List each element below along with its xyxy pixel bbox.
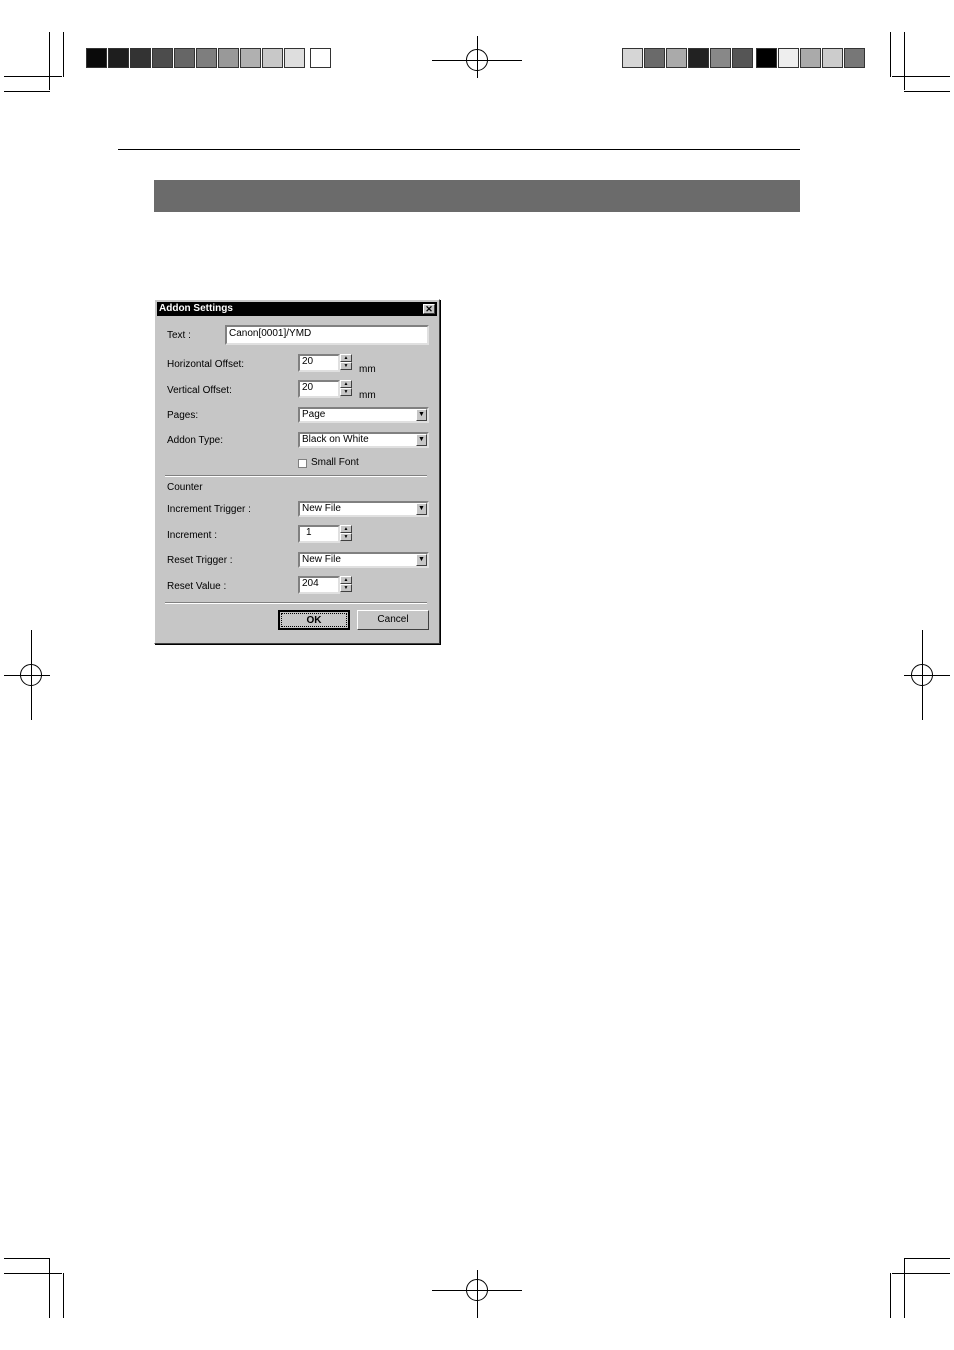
addon-type-label: Addon Type:	[167, 435, 223, 446]
crop-mark	[49, 1258, 50, 1318]
increment-spinner[interactable]	[340, 525, 352, 541]
ok-button[interactable]: OK	[278, 610, 350, 630]
crop-mark	[890, 32, 891, 77]
spin-up-icon[interactable]: ▲	[340, 525, 352, 533]
crop-mark	[904, 91, 950, 92]
vertical-offset-spinner[interactable]	[340, 380, 352, 396]
counter-heading: Counter	[167, 482, 203, 493]
horizontal-offset-unit: mm	[359, 364, 376, 375]
section-title-bar	[154, 180, 800, 212]
increment-trigger-label: Increment Trigger :	[167, 504, 251, 515]
reset-value-input[interactable]: 204	[298, 576, 340, 594]
cancel-button[interactable]: Cancel	[357, 610, 429, 630]
horizontal-offset-label: Horizontal Offset:	[167, 359, 245, 370]
dropdown-arrow-icon[interactable]: ▼	[416, 503, 427, 515]
addon-type-select-value: Black on White	[302, 434, 369, 445]
horizontal-offset-input[interactable]: 20	[298, 354, 340, 372]
pages-select-value: Page	[302, 409, 326, 420]
reset-trigger-label: Reset Trigger :	[167, 555, 233, 566]
increment-input[interactable]: 1	[298, 525, 340, 543]
pages-select[interactable]	[298, 407, 429, 423]
vertical-offset-label: Vertical Offset:	[167, 385, 232, 396]
small-font-label[interactable]: Small Font	[311, 457, 359, 468]
spin-up-icon[interactable]: ▲	[340, 380, 352, 388]
crop-mark	[890, 1273, 891, 1318]
crop-mark	[904, 32, 905, 90]
crop-mark	[904, 1258, 950, 1259]
reset-value-label: Reset Value :	[167, 581, 227, 592]
dropdown-arrow-icon[interactable]: ▼	[416, 409, 427, 421]
addon-type-select[interactable]	[298, 432, 429, 448]
spin-down-icon[interactable]: ▼	[340, 584, 352, 592]
close-icon[interactable]: ✕	[423, 304, 435, 314]
addon-settings-dialog	[154, 299, 440, 644]
small-font-checkbox[interactable]	[298, 459, 307, 468]
dialog-title: Addon Settings	[159, 303, 233, 314]
horizontal-offset-spinner[interactable]	[340, 354, 352, 370]
crop-mark	[49, 32, 50, 90]
increment-label: Increment :	[167, 530, 218, 541]
dropdown-arrow-icon[interactable]: ▼	[416, 554, 427, 566]
crop-mark	[4, 1258, 50, 1259]
crop-mark	[4, 76, 62, 77]
increment-trigger-value: New File	[302, 503, 341, 514]
separator	[165, 475, 427, 477]
crop-mark	[63, 32, 64, 77]
crop-mark	[4, 91, 50, 92]
registration-circle	[466, 49, 488, 71]
dialog-titlebar	[157, 302, 437, 316]
reset-trigger-value: New File	[302, 554, 341, 565]
spin-down-icon[interactable]: ▼	[340, 362, 352, 370]
dropdown-arrow-icon[interactable]: ▼	[416, 434, 427, 446]
crop-mark	[892, 76, 950, 77]
registration-circle	[466, 1279, 488, 1301]
registration-circle	[20, 664, 42, 686]
crop-mark	[904, 1258, 905, 1318]
separator	[165, 602, 427, 604]
text-input[interactable]: Canon[0001]/YMD	[225, 325, 429, 345]
increment-trigger-select[interactable]	[298, 501, 429, 517]
reset-value-spinner[interactable]	[340, 576, 352, 592]
crop-mark	[4, 1273, 62, 1274]
pages-label: Pages:	[167, 410, 199, 421]
vertical-offset-unit: mm	[359, 390, 376, 401]
spin-up-icon[interactable]: ▲	[340, 354, 352, 362]
vertical-offset-input[interactable]: 20	[298, 380, 340, 398]
reset-trigger-select[interactable]	[298, 552, 429, 568]
registration-circle	[911, 664, 933, 686]
crop-mark	[892, 1273, 950, 1274]
text-label: Text :	[167, 330, 191, 341]
crop-mark	[63, 1273, 64, 1318]
header-rule	[118, 149, 800, 150]
spin-down-icon[interactable]: ▼	[340, 388, 352, 396]
spin-down-icon[interactable]: ▼	[340, 533, 352, 541]
spin-up-icon[interactable]: ▲	[340, 576, 352, 584]
